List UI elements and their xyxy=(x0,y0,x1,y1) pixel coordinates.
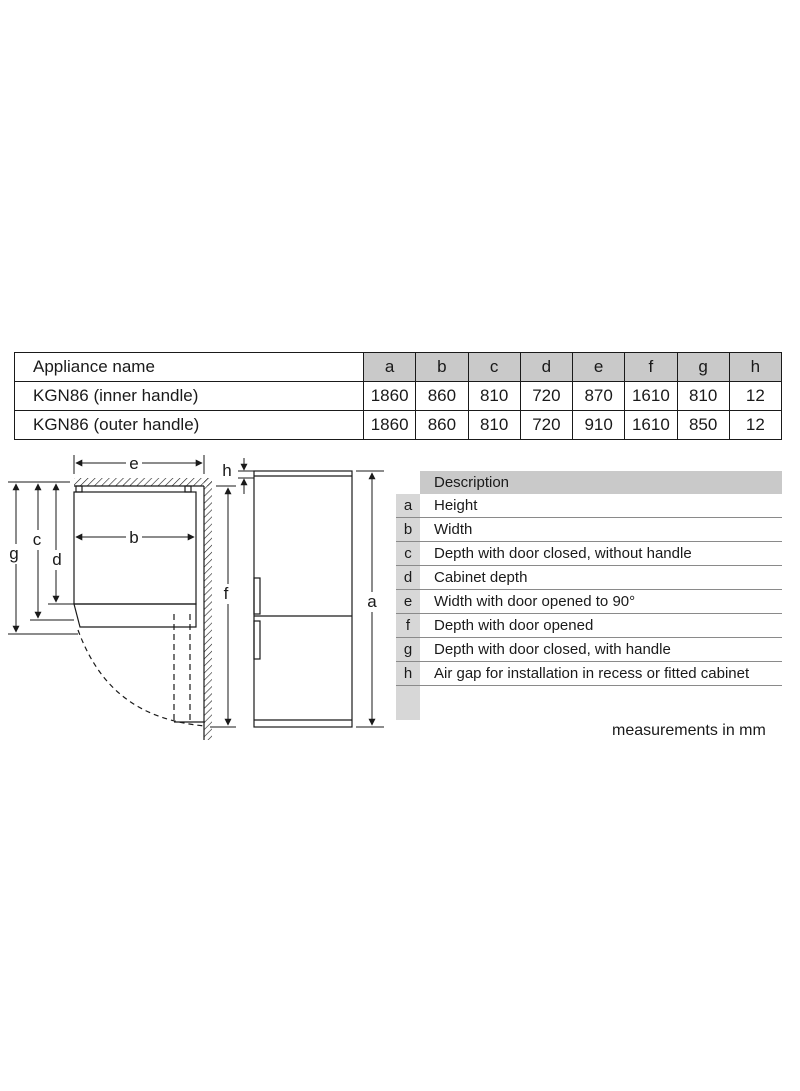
legend-description: Depth with door closed, with handle xyxy=(434,641,671,658)
column-header-f: f xyxy=(625,353,677,382)
value-cell: 860 xyxy=(416,382,468,411)
value-cell: 870 xyxy=(573,382,625,411)
appliance-name-header: Appliance name xyxy=(15,353,364,382)
legend-row xyxy=(396,662,782,686)
legend-key: c xyxy=(396,542,420,565)
column-header-a: a xyxy=(364,353,416,382)
measurements-note: measurements in mm xyxy=(612,722,766,739)
table-row xyxy=(15,382,782,411)
legend-table xyxy=(396,471,782,720)
legend-row xyxy=(396,614,782,638)
table-header-row xyxy=(15,353,782,382)
value-cell: 810 xyxy=(468,411,520,440)
value-cell: 12 xyxy=(729,411,781,440)
legend-description: Air gap for installation in recess or fitted cabinet xyxy=(434,665,750,682)
value-cell: 1860 xyxy=(364,411,416,440)
legend-description: Width with door opened to 90° xyxy=(434,593,636,610)
value-cell: 12 xyxy=(729,382,781,411)
column-header-c: c xyxy=(468,353,520,382)
legend-description: Height xyxy=(434,497,478,514)
legend-key: f xyxy=(396,614,420,637)
legend-key: g xyxy=(396,638,420,661)
legend-row xyxy=(396,542,782,566)
appliance-name-cell: KGN86 (inner handle) xyxy=(15,382,364,411)
legend-key: a xyxy=(396,494,420,517)
legend-key-column-end xyxy=(396,686,420,720)
label-f: f xyxy=(223,584,229,603)
legend-row xyxy=(396,638,782,662)
label-d: d xyxy=(52,550,62,569)
table-row xyxy=(15,411,782,440)
appliance-name-cell: KGN86 (outer handle) xyxy=(15,411,364,440)
legend-description: Depth with door closed, without handle xyxy=(434,545,692,562)
legend-description: Width xyxy=(434,521,473,538)
value-cell: 1610 xyxy=(625,382,677,411)
value-cell: 910 xyxy=(573,411,625,440)
legend-key: e xyxy=(396,590,420,613)
label-b: b xyxy=(129,528,139,547)
label-c: c xyxy=(32,530,42,549)
legend-description: Depth with door opened xyxy=(434,617,594,634)
column-header-b: b xyxy=(416,353,468,382)
label-a: a xyxy=(367,592,377,611)
value-cell: 810 xyxy=(677,382,729,411)
column-header-g: g xyxy=(677,353,729,382)
legend-row xyxy=(396,494,782,518)
value-cell: 1860 xyxy=(364,382,416,411)
column-header-h: h xyxy=(729,353,781,382)
value-cell: 860 xyxy=(416,411,468,440)
legend-row xyxy=(396,566,782,590)
label-g: g xyxy=(9,544,19,563)
legend-header: Description xyxy=(420,471,782,494)
legend-key: h xyxy=(396,662,420,685)
value-cell: 1610 xyxy=(625,411,677,440)
legend-description: Cabinet depth xyxy=(434,569,528,586)
legend-row xyxy=(396,590,782,614)
value-cell: 720 xyxy=(520,382,572,411)
legend-key: d xyxy=(396,566,420,589)
label-e: e xyxy=(129,454,139,473)
installation-diagram xyxy=(0,440,400,750)
column-header-d: d xyxy=(520,353,572,382)
legend-key: b xyxy=(396,518,420,541)
value-cell: 720 xyxy=(520,411,572,440)
dimensions-table xyxy=(14,352,782,440)
legend-row xyxy=(396,518,782,542)
label-h: h xyxy=(222,461,232,480)
value-cell: 810 xyxy=(468,382,520,411)
column-header-e: e xyxy=(573,353,625,382)
front-view-drawing xyxy=(254,471,352,727)
top-view-drawing xyxy=(74,478,212,740)
value-cell: 850 xyxy=(677,411,729,440)
